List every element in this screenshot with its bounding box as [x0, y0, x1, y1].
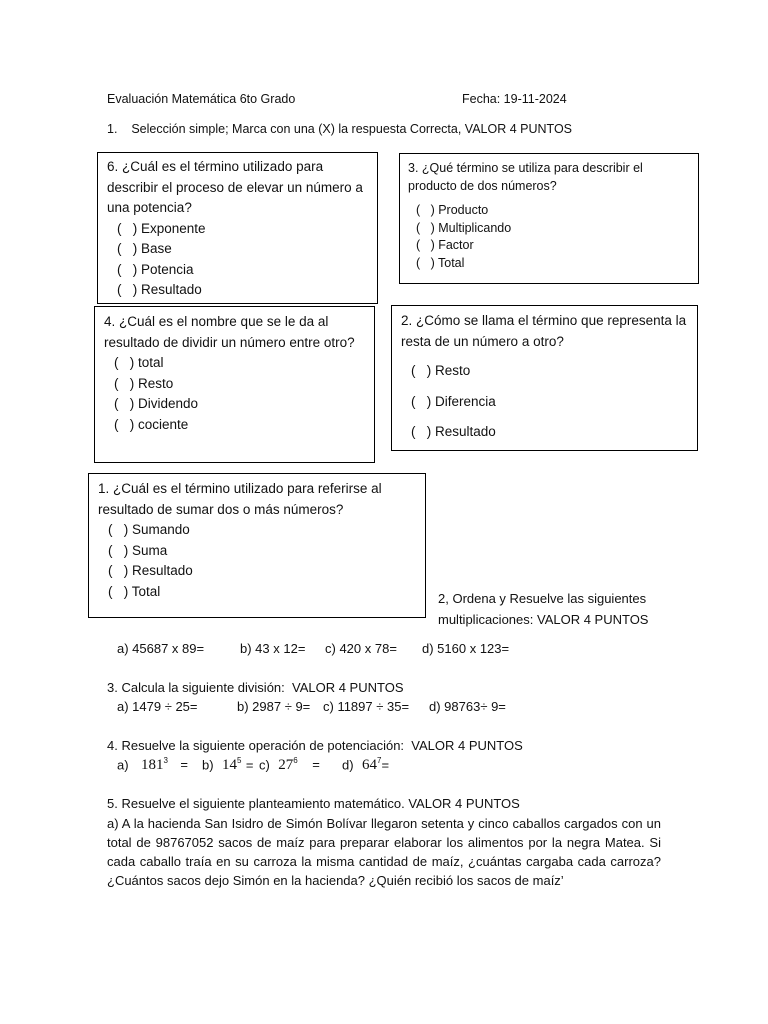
power-exponent: 3 [163, 756, 168, 765]
section3-title: 3. Calcula la siguiente división: VALOR 4 PUNTOS [107, 680, 404, 695]
question-6-option[interactable]: ( ) Resultado [117, 282, 202, 297]
power-base: 181 [141, 757, 164, 774]
question-2-text: 2. ¿Cómo se llama el término que representa la resta de un número a otro? [401, 313, 687, 349]
power-label: a) [117, 757, 129, 773]
question-1-option[interactable]: ( ) Total [108, 583, 161, 599]
power-item [342, 756, 389, 774]
question-4-option[interactable]: ( ) Dividendo [114, 396, 199, 411]
question-4-option[interactable]: ( ) Resto [114, 375, 174, 391]
question-3-option[interactable]: ( ) Producto [416, 203, 489, 217]
question-2-option[interactable]: ( ) Resultado [411, 424, 496, 439]
power-exponent: 6 [293, 756, 298, 765]
power-item [202, 756, 254, 774]
section4-title: 4. Resuelve la siguiente operación de potenciación: VALOR 4 PUNTOS [107, 738, 523, 753]
question-1-text: 1. ¿Cuál es el término utilizado para referirse al resultado de sumar dos o más números? [98, 481, 382, 517]
question-3-option[interactable]: ( ) Multiplicando [416, 220, 512, 235]
question-6-box [97, 152, 378, 304]
question-2-box [391, 305, 698, 451]
power-item [117, 756, 188, 774]
power-base: 27 [278, 757, 294, 774]
power-label: b) [202, 757, 214, 773]
question-3-box [399, 153, 699, 284]
word-problem: a) A la hacienda San Isidro de Simón Bolívar llegaron setenta y cinco caballos cargados con un total de 98767052 sacos de maíz para preparar elaborar los alimentos por la negra Matea. Si cada caballo traía en su carroza la misma cantidad de maíz, ¿cuántas cargaba cada carroza? ¿Cuántos sacos dejo Simón en la hacienda? ¿Quién recibió los sacos de maíz’ [107, 816, 661, 888]
power-base: 64 [362, 757, 378, 774]
power-exponent: 5 [237, 756, 242, 765]
question-3-text: 3. ¿Qué término se utiliza para describir el producto de dos números? [408, 161, 643, 193]
question-6-option[interactable]: ( ) Exponente [117, 220, 206, 236]
question-1-box [88, 473, 426, 618]
question-2-option[interactable]: ( ) Diferencia [411, 393, 496, 409]
multiplication-item: a) 45687 x 89= [117, 641, 205, 656]
question-6-text: 6. ¿Cuál es el término utilizado para describir el proceso de elevar un número a una potencia? [107, 159, 363, 215]
document-date: Fecha: 19-11-2024 [462, 92, 567, 106]
power-base: 14 [222, 757, 238, 774]
division-item: c) 11897 ÷ 35= [323, 699, 410, 714]
section1-instruction: 1. Selección simple; Marca con una (X) la respuesta Correcta, VALOR 4 PUNTOS [107, 122, 573, 136]
question-1-option[interactable]: ( ) Sumando [108, 522, 190, 537]
power-exponent: 7 [377, 756, 382, 765]
question-4-option[interactable]: ( ) cociente [114, 416, 189, 432]
multiplication-item: c) 420 x 78= [325, 641, 397, 656]
power-equals: = [312, 757, 320, 773]
power-label: d) [342, 757, 354, 773]
question-4-text: 4. ¿Cuál es el nombre que se le da al resultado de dividir un número entre otro? [104, 314, 355, 350]
question-6-option[interactable]: ( ) Potencia [117, 261, 194, 277]
division-item: b) 2987 ÷ 9= [237, 699, 311, 714]
division-item: a) 1479 ÷ 25= [117, 699, 198, 714]
power-equals: = [381, 757, 390, 773]
question-4-option[interactable]: ( ) total [114, 355, 164, 370]
document-title: Evaluación Matemática 6to Grado [107, 92, 296, 106]
power-label: c) [259, 757, 270, 773]
question-2-option[interactable]: ( ) Resto [411, 363, 471, 378]
question-3-option[interactable]: ( ) Total [416, 255, 465, 270]
question-3-option[interactable]: ( ) Factor [416, 238, 474, 252]
question-1-option[interactable]: ( ) Resultado [108, 563, 193, 578]
question-6-option[interactable]: ( ) Base [117, 241, 172, 256]
question-4-box [94, 306, 375, 463]
multiplication-item: b) 43 x 12= [240, 641, 306, 656]
section2-title: 2, Ordena y Resuelve las siguientes multiplicaciones: VALOR 4 PUNTOS [438, 591, 649, 627]
power-item [259, 756, 320, 774]
power-equals: = [180, 757, 189, 773]
section5-title: 5. Resuelve el siguiente planteamiento matemático. VALOR 4 PUNTOS [107, 796, 520, 811]
power-equals: = [245, 757, 254, 773]
question-1-option[interactable]: ( ) Suma [108, 542, 168, 558]
multiplication-item: d) 5160 x 123= [422, 641, 510, 656]
division-item: d) 98763÷ 9= [429, 699, 506, 714]
